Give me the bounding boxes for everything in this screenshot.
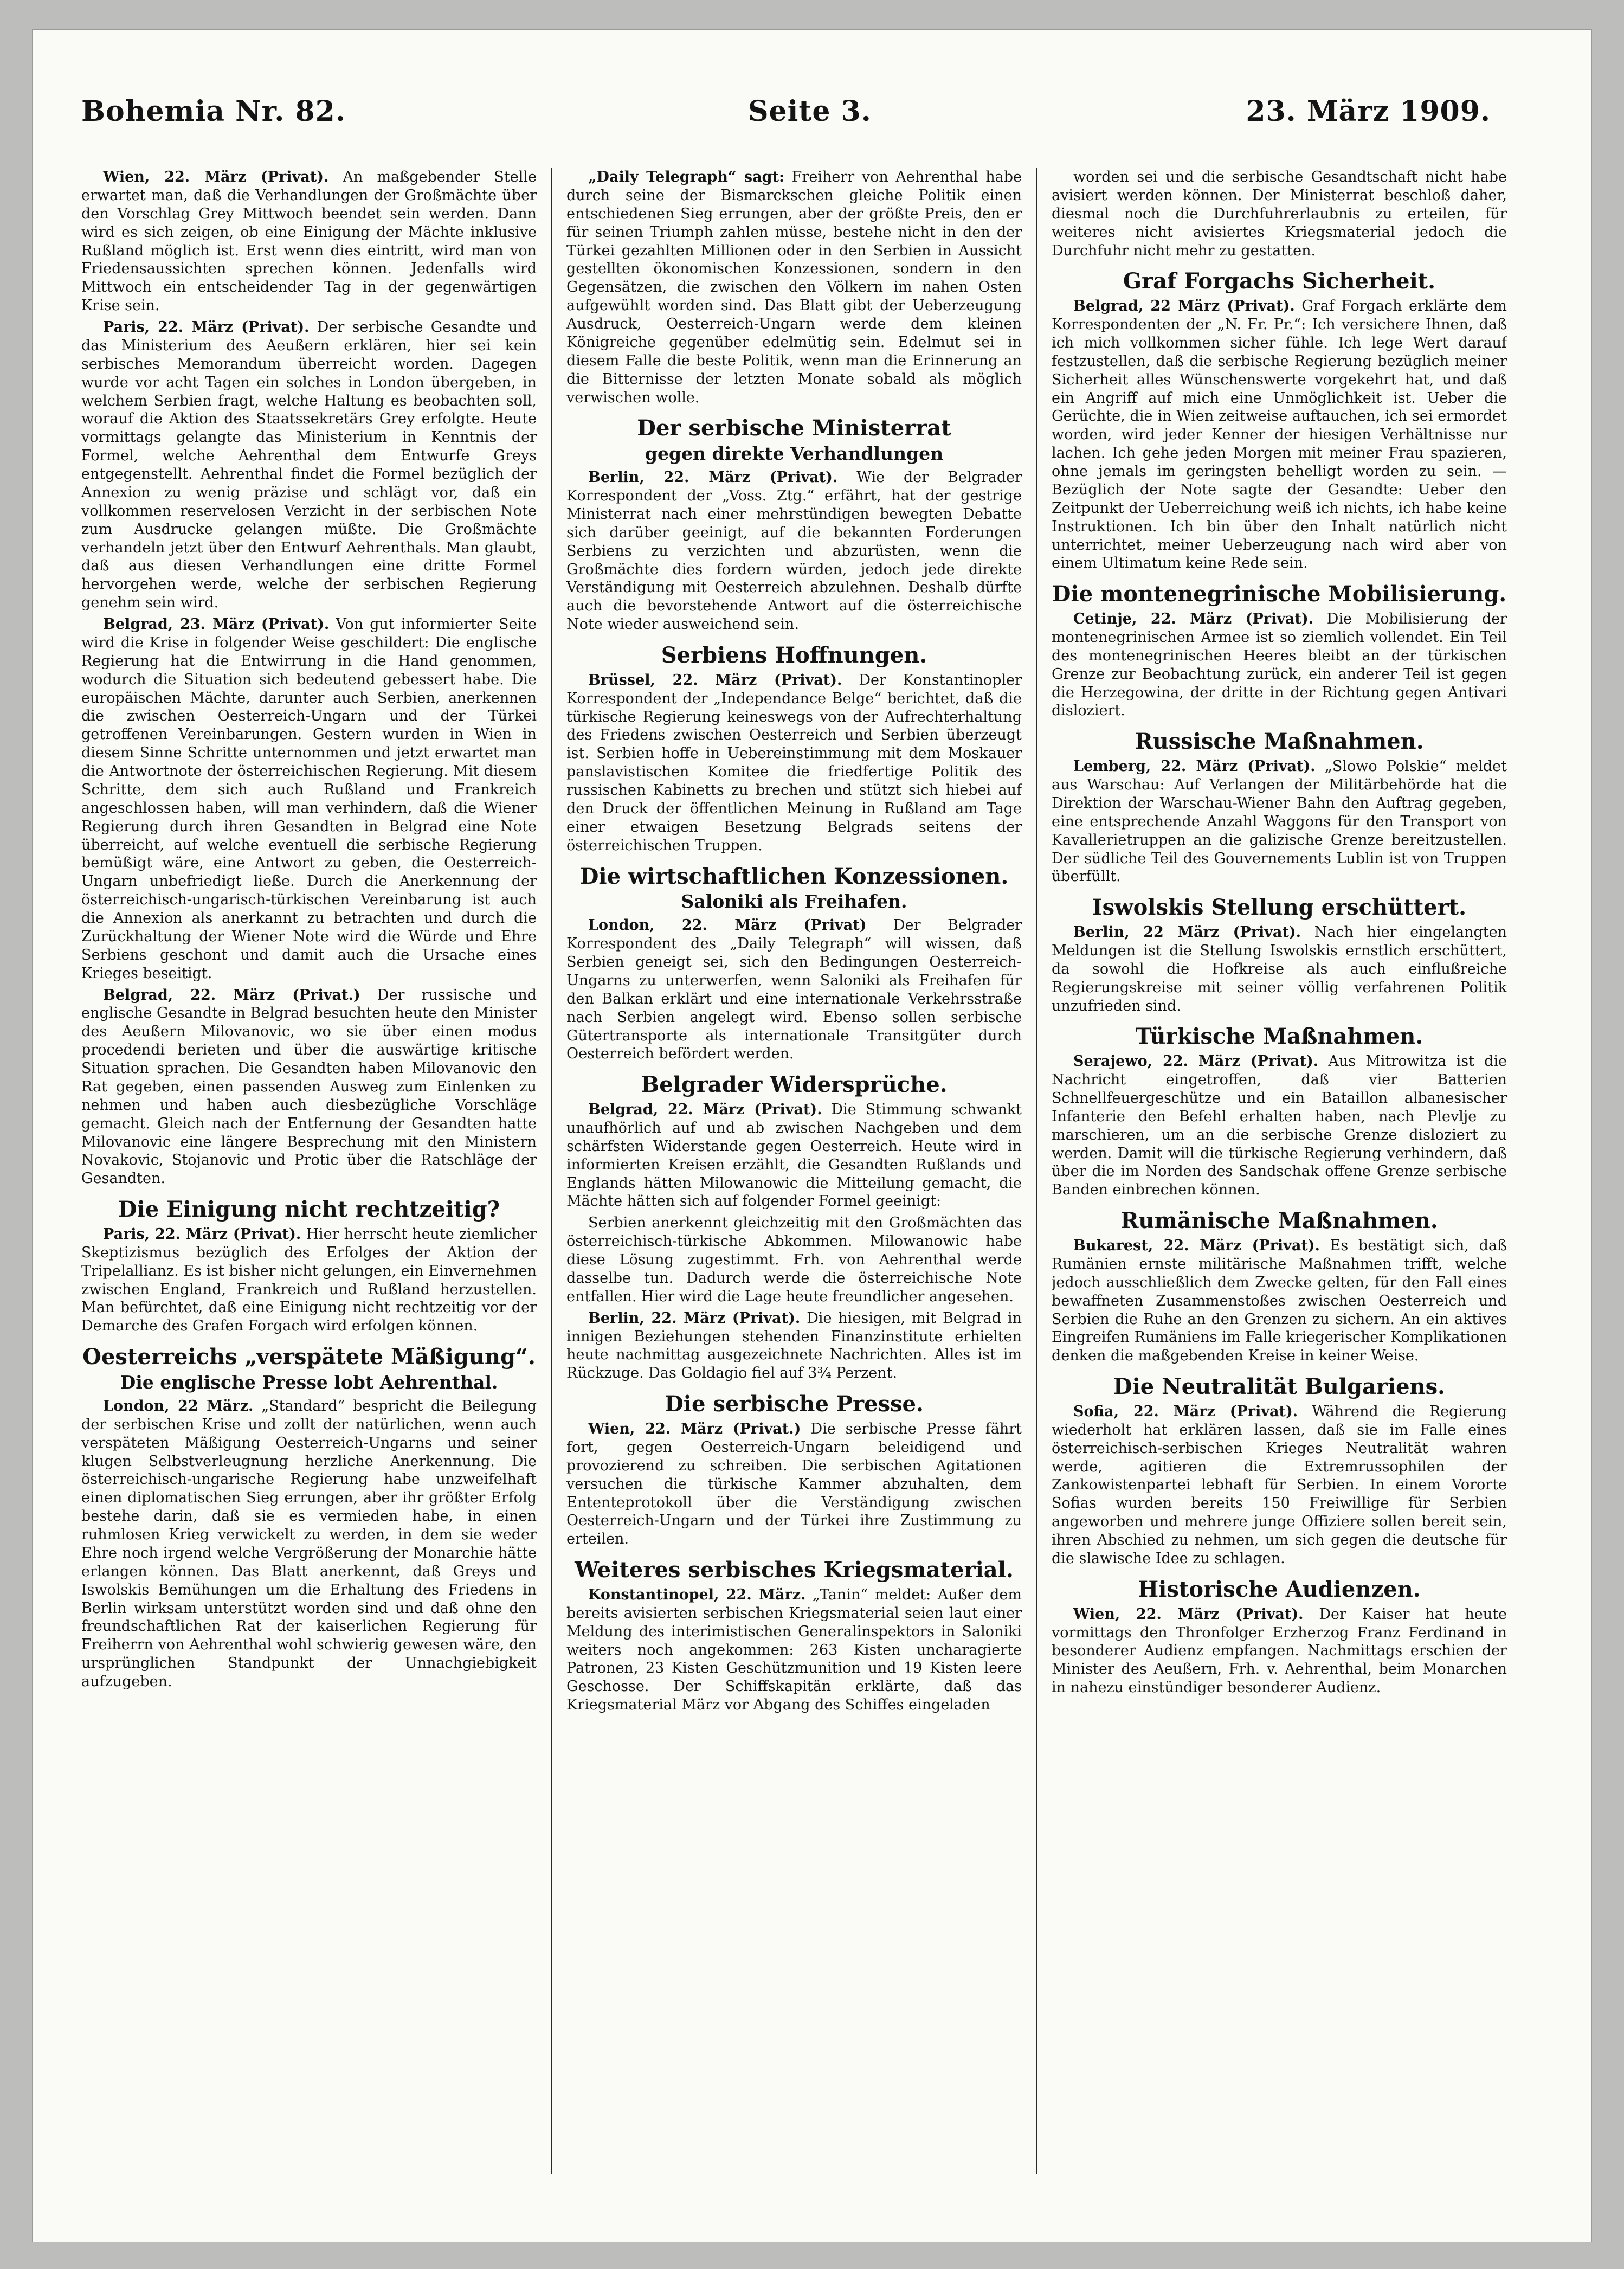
article-paragraph — [1052, 610, 1507, 720]
article — [1052, 1025, 1507, 1199]
article-paragraph — [566, 168, 1022, 407]
dateline: London, 22 März. — [103, 1397, 254, 1415]
article-paragraph — [81, 318, 537, 612]
column-divider — [551, 168, 552, 2174]
article-paragraph — [81, 986, 537, 1188]
masthead — [81, 95, 1491, 144]
article-paragraph — [566, 916, 1022, 1063]
article — [566, 865, 1022, 1064]
paragraph-text: Die Mobilisierung der montenegrinischen Armee ist so ziemlich vollendet. Ein Teil des montenegrinischen Heeres bleibt an der türkischen Grenze zur Beobachtung zurück, ein anderer Teil ist gegen die Herzegowina, der dritte in der Richtung gegen Antivari disloziert. — [1052, 610, 1507, 719]
paragraph-text: Die Stimmung schwankt unaufhörlich auf und ab zwischen Nachgeben und dem schärfsten Widerstande gegen Oesterreich. Heute wird in informierten Kreisen erzählt, die Gesandten Rußlands und Englands hätten Milowanowic die Mitteilung gemacht, die Mächte hätten sich auf folgender Formel geeinigt: — [566, 1101, 1022, 1210]
dateline: Bukarest, 22. März (Privat). — [1073, 1237, 1320, 1255]
paragraph-text: Nach hier eingelangten Meldungen ist die Stellung Iswolskis ernstlich erschüttert, da sowohl die Hofkreise als auch einflußreiche Regierungskreise mit seiner völlig verfahrenen Politik unzufrieden sind. — [1052, 924, 1507, 1014]
article-paragraph — [566, 468, 1022, 634]
article-headline: Die serbische Presse. — [665, 1391, 924, 1417]
paragraph-text: An maßgebender Stelle erwartet man, daß die Verhandlungen der Großmächte über den Vorschlag Grey Mittwoch beendet sein werden. Dann wird es sich zeigen, ob eine Einigung der Mächte inklusive Rußland möglich ist. Erst wenn dies eintritt, wird man von Friedensaussichten sprechen können. Jedenfalls wird Mittwoch ein entscheidender Tag in der gegenwärtigen Krise sein. — [81, 169, 537, 314]
masthead-title: Bohemia Nr. 82. — [81, 95, 346, 128]
paragraph-text: Der Kaiser hat heute vormittags den Thronfolger Erzherzog Franz Ferdinand in besonderer Audienz empfangen. Nachmittags erschien der Minister des Aeußern, Frh. v. Aehrenthal, beim Monarchen in nahezu einstündiger besonderer Audienz. — [1052, 1605, 1507, 1696]
article — [1052, 582, 1507, 720]
page-number: Seite 3. — [748, 95, 872, 128]
article-paragraph — [81, 615, 537, 983]
article-paragraph — [566, 1420, 1022, 1548]
article-headline: Serbiens Hoffnungen. — [661, 642, 927, 668]
article-headline: Historische Audienzen. — [1138, 1576, 1421, 1602]
article — [81, 168, 537, 1188]
dateline: Belgrad, 22. März (Privat.) — [103, 986, 360, 1004]
article-headline: Belgrader Widersprüche. — [641, 1072, 948, 1098]
paragraph-text: Der russische und englische Gesandte in Belgrad besuchten heute den Minister des Aeußern Milovanovic, wo sie über einen modus procedendi berieten und über die auswärtige kritische Situation sprachen. Die Gesandten haben Milovanovic den Rat gegeben, einen passenden Ausweg zum Einlenken zu nehmen und haben auch diesbezügliche Vorschläge gemacht. Gleich nach der Entfernung der Gesandten hatte Milovanovic eine längere Besprechung mit den Ministern Novakovic, Stojanovic und Protic über die Ratschläge der Gesandten. — [81, 986, 537, 1187]
dateline: Belgrad, 23. März (Privat). — [103, 616, 330, 633]
article — [1052, 269, 1507, 573]
paragraph-text: Wie der Belgrader Korrespondent der „Voss. Ztg.“ erfährt, hat der gestrige Ministerrat nach einer mehrstündigen bewegten Debatte sich darüber geeinigt, auf die bekannten Forderungen Serbiens zu verzichten und abzurüsten, wenn die Großmächte dies fordern würden, jedoch jede direkte Verständigung mit Oesterreich abzulehnen. Deshalb dürfte auch die bevorstehende Antwort auf die österreichische Note wieder ausweichend sein. — [566, 469, 1022, 633]
paragraph-text: „Standard“ bespricht die Beilegung der serbischen Krise und zollt der natürlichen, wenn auch verspäteten Mäßigung Oesterreich-Ungarns und seiner klugen Selbstverleugnung herzliche Anerkennung. Die österreichisch-ungarische Regierung habe unzweifelhaft einen diplomatischen Sieg errungen, aber ihr größter Erfolg bestehe darin, daß sie es vermieden habe, in einen ruhmlosen Krieg verwickelt zu werden, in dem sie weder Ehre noch irgend welche Vergrößerung der Monarchie hätte erlangen können. Das Blatt anerkennt, daß Greys und Iswolskis Bemühungen um die Erhaltung des Friedens in Berlin wirksam unterstützt worden sind und daß ohne den freundschaftlichen Rat der kaiserlichen Regierung für Freiherrn von Aehrenthal wohl schwierig gewesen wäre, den ursprünglichen Standpunkt der Unnachgiebigkeit aufzugeben. — [81, 1397, 537, 1690]
article — [1052, 1209, 1507, 1365]
dateline: Wien, 22. März (Privat.) — [588, 1420, 801, 1438]
article-paragraph — [1052, 1052, 1507, 1199]
paragraph-text: Aus Mitrowitza ist die Nachricht eingetroffen, daß vier Batterien Schnellfeuergeschütze und ein Bataillon albanesischer Infanterie den Befehl erhalten haben, nach Plevlje zu marschieren, um an die serbische Grenze disloziert zu werden. Damit will die türkische Regierung verhindern, daß über die im Norden des Sandschak offene Grenze serbische Banden einbrechen können. — [1052, 1053, 1507, 1199]
article-paragraph — [1052, 1605, 1507, 1697]
article-headline: Die wirtschaftlichen Konzessionen. — [579, 863, 1009, 889]
dateline: Berlin, 22 März (Privat). — [1073, 924, 1301, 941]
dateline: Wien, 22. März (Privat). — [1073, 1605, 1304, 1623]
dateline: Cetinje, 22. März (Privat). — [1073, 610, 1314, 628]
article-paragraph — [1052, 757, 1507, 886]
article-paragraph — [566, 1586, 1022, 1714]
paragraph-text: „Tanin“ meldet: Außer dem bereits avisierten serbischen Kriegsmaterial seien laut einer Meldung des interimistischen Generalinspektors in Saloniki weiters noch angekommen: 263 Kisten uncharagierte Patronen, 23 Kisten Geschützmunition und 19 Kisten leere Geschosse. Der Schiffskapitän erklärte, daß das Kriegsmaterial März vor Abgang des Schiffes eingeladen — [566, 1586, 1022, 1714]
paragraph-text: Die serbische Presse fährt fort, gegen Oesterreich-Ungarn beleidigend und provozierend zu schreiben. Die serbischen Agitationen versuchen die türkische Kammer abzuhalten, dem Ententeprotokoll über die Verständigung zwischen Oesterreich-Ungarn und der Türkei ihre Zustimmung zu erteilen. — [566, 1420, 1022, 1548]
dateline: Brüssel, 22. März (Privat). — [588, 671, 842, 689]
article — [81, 1198, 537, 1335]
article-subheadline: Saloniki als Freihafen. — [681, 891, 907, 912]
column-divider — [1036, 168, 1037, 2174]
article-paragraph — [566, 1101, 1022, 1211]
article-headline: Die Neutralität Bulgariens. — [1113, 1374, 1446, 1400]
paragraph-text: Die hiesigen, mit Belgrad in innigen Beziehungen stehenden Finanzinstitute erhielten heute nachmittag ausgezeichnete Nachrichten. Alles ist im Rückzuge. Das Goldagio fiel auf 3¾ Perzent. — [566, 1309, 1022, 1382]
article-paragraph — [566, 671, 1022, 855]
paragraph-text: Graf Forgach erklärte dem Korrespondenten der „N. Fr. Pr.“: Ich versichere Ihnen, daß ich mich vollkommen sicher fühle. Ich lege Wert darauf festzustellen, daß die serbische Regierung bezüglich meiner Sicherheit alles Wünschenswerte vorgekehrt hat, und daß ein Angriff auf mich eine Unmöglichkeit ist. Ueber die Gerüchte, die in Wien zeitweise auftauchen, ich sei ermordet worden, wird jeder Kenner der hiesigen Verhältnisse nur lachen. Ich gehe jeden Morgen mit meiner Frau spazieren, ohne jemals im geringsten behelligt worden zu sein. — Bezüglich der Note sagte der Gesandte: Ueber den Zeitpunkt der Ueberreichung weiß ich nichts, ich habe keine Instruktionen. Ich bin über den Inhalt natürlich nicht unterrichtet, meiner Ueberzeugung nach wird aber von einem Ultimatum keine Rede sein. — [1052, 298, 1507, 572]
article-paragraph — [1052, 923, 1507, 1015]
dateline: Lemberg, 22. März (Privat). — [1073, 758, 1316, 775]
paragraph-text: „Slowo Polskie“ meldet aus Warschau: Auf Verlangen der Militärbehörde hat die Direktion der Warschau-Wiener Bahn den Auftrag gegeben, eine entsprechende Anzahl Waggons für den Transport von Kavallerietruppen an die galizische Grenze bereitzustellen. Der südliche Teil des Gouvernements Lublin ist von Truppen überfüllt. — [1052, 758, 1507, 885]
article — [566, 416, 1022, 634]
article-headline: Türkische Maßnahmen. — [1135, 1024, 1423, 1050]
dateline: Sofia, 22. März (Privat). — [1073, 1403, 1298, 1420]
article — [1052, 1375, 1507, 1568]
article-paragraph — [1052, 1237, 1507, 1365]
article — [1052, 1578, 1507, 1697]
article — [81, 1345, 537, 1691]
article — [1052, 168, 1507, 260]
article-subheadline: gegen direkte Verhandlungen — [645, 443, 944, 465]
dateline: London, 22. März (Privat) — [588, 917, 867, 934]
article-headline: Der serbische Ministerrat — [637, 415, 951, 441]
article-headline: Rumänische Maßnahmen. — [1120, 1208, 1438, 1234]
dateline: Konstantinopel, 22. März. — [588, 1586, 806, 1603]
article-paragraph — [1052, 297, 1507, 573]
dateline: Serajewo, 22. März (Privat). — [1073, 1053, 1319, 1070]
article — [1052, 896, 1507, 1015]
paragraph-text: Es bestätigt sich, daß Rumänien ernste militärische Maßnahmen trifft, welche jedoch ausschließlich dem Zwecke gelten, für den Fall eines bewaffneten Zusammenstoßes zwischen Oesterreich und Serbien die Ruhe an den Grenzen zu sichern. An ein aktives Eingreifen Rumäniens im Falle kriegerischer Komplikationen denken die maßgebenden Kreise in keiner Weise. — [1052, 1237, 1507, 1365]
article — [566, 1073, 1022, 1383]
article-headline: Die montenegrinische Mobilisierung. — [1052, 581, 1507, 607]
article-paragraph — [1052, 1403, 1507, 1568]
dateline: Berlin, 22. März (Privat). — [588, 469, 838, 486]
paragraph-text: Der Konstantinopler Korrespondent der „Independance Belge“ berichtet, daß die türkische Regierung keineswegs von der Aufrechterhaltung des Friedens zwischen Oesterreich und Serbien überzeugt ist. Serbien hoffe in Uebereinstimmung mit dem Moskauer panslavistischen Komitee die friedfertige Politik des russischen Kabinetts zu brechen und stützt sich hiebei auf den Druck der öffentlichen Meinung in Rußland am Tage einer etwaigen Besetzung Belgrads seitens der österreichischen Truppen. — [566, 671, 1022, 854]
article-headline: Russische Maßnahmen. — [1135, 729, 1424, 755]
column-right — [1052, 168, 1507, 2217]
article-paragraph — [81, 1225, 537, 1335]
dateline: Belgrad, 22. März (Privat). — [588, 1101, 822, 1119]
column-middle — [566, 168, 1022, 2217]
paragraph-text: Serbien anerkennt gleichzeitig mit den Großmächten das österreichisch-türkische Abkommen. Milowanowic habe diese Lösung zugestimmt. Frh. von Aehrenthal werde dasselbe tun. Dadurch werde die österreichische Note entfallen. Hier wird die Lage heute freundlicher angesehen. — [566, 1214, 1022, 1305]
article-paragraph — [566, 1309, 1022, 1383]
newspaper-page — [33, 30, 1591, 2242]
article-headline: Oesterreichs „verspätete Mäßigung“. — [82, 1344, 536, 1370]
column-left — [81, 168, 537, 2217]
paragraph-text: Freiherr von Aehrenthal habe durch seine der Bismarckschen gleiche Politik einen entschiedenen Sieg errungen, aber der größte Preis, den er für seinen Triumph zahlen müsse, bestehe nicht in den der Türkei gezahlten Millionen oder in den Serbien in Aussicht gestellten ökonomischen Konzessionen, sondern in den Gegensätzen, die zwischen den Völkern im nahen Osten aufgewühlt worden sind. Das Blatt gibt der Ueberzeugung Ausdruck, Oesterreich-Ungarn werde dem kleinen Königreiche gegenüber edelmütig sein. Edelmut sei in diesem Falle die beste Politik, wenn man die Erinnerung an die Bitternisse der letzten Monate sobald als möglich verwischen wolle. — [566, 169, 1022, 406]
article — [566, 1558, 1022, 1714]
article-headline: Weiteres serbisches Kriegsmaterial. — [575, 1557, 1014, 1583]
paragraph-text: Der Belgrader Korrespondent des „Daily Telegraph“ will wissen, daß Serbien geneigt sei, sich den Bedingungen Oesterreich-Ungarns zu unterwerfen, wenn Saloniki als Freihafen für den Balkan erklärt und eine internationale Verkehrsstraße nach Serbien angelegt wird. Ebenso sollen serbische Gütertransporte als internationale Transitgüter durch Oesterreich befördert werden. — [566, 917, 1022, 1063]
article-paragraph — [566, 1214, 1022, 1306]
dateline: Belgrad, 22 März (Privat). — [1073, 298, 1295, 315]
issue-date: 23. März 1909. — [1246, 95, 1491, 128]
article — [566, 168, 1022, 407]
dateline: Berlin, 22. März (Privat). — [588, 1309, 801, 1327]
article-headline: Graf Forgachs Sicherheit. — [1123, 268, 1436, 294]
article-subheadline: Die englische Presse lobt Aehrenthal. — [120, 1371, 498, 1393]
article-paragraph — [81, 1397, 537, 1691]
article-headline: Die Einigung nicht rechtzeitig? — [118, 1197, 500, 1223]
article — [566, 1392, 1022, 1548]
dateline: Paris, 22. März (Privat). — [103, 1225, 301, 1243]
paragraph-text: Hier herrscht heute ziemlicher Skeptizismus bezüglich des Erfolges der Aktion der Tripelallianz. Es ist bisher nicht gelungen, ein Einvernehmen zwischen England, Frankreich und Rußland herzustellen. Man befürchtet, daß eine Einigung nicht rechtzeitig vor der Demarche des Grafen Forgach wird erfolgen können. — [81, 1225, 537, 1335]
article — [1052, 730, 1507, 886]
article — [566, 644, 1022, 855]
article-paragraph — [81, 168, 537, 315]
dateline: Paris, 22. März (Privat). — [103, 319, 310, 336]
dateline: Wien, 22. März (Privat). — [103, 169, 329, 185]
paragraph-text: Der serbische Gesandte und das Ministerium des Aeußern erklären, hier sei kein serbisches Memorandum überreicht worden. Dagegen wurde vor acht Tagen ein solches in London übergeben, in welchem Serbien fragt, welche Haltung es beobachten soll, worauf die Aktion des Staatssekretärs Grey erfolgte. Heute vormittags gelangte das Ministerium in Kenntnis der Formel, welche Aehrenthal dem Entwurfe Greys entgegenstellt. Aehrenthal findet die Formel bezüglich der Annexion zu wenig präzise und schlägt vor, daß ein vollkommen reservelosen Verzicht in der serbischen Note zum Ausdrucke gelangen müßte. Die Großmächte verhandeln jetzt über den Entwurf Aehrenthals. Man glaubt, daß aus diesen Verhandlungen eine dritte Formel hervorgehen werde, welche der serbischen Regierung genehm sein wird. — [81, 319, 537, 612]
paragraph-text: Von gut informierter Seite wird die Krise in folgender Weise geschildert: Die englische Regierung hat die Entwirrung in die Hand genommen, wodurch die Situation sich bedeutend gebessert habe. Die europäischen Mächte, darunter auch Serbien, anerkennen die zwischen Oesterreich-Ungarn und der Türkei getroffenen Vereinbarungen. Gestern wurden in Wien in diesem Sinne Schritte unternommen und jetzt erwartet man die Antwortnote der österreichischen Regierung. Mit diesem Schritte, dem sich auch Rußland und Frankreich angeschlossen haben, will man verhindern, daß die Wiener Regierung durch ihren Gesandten in Belgrad eine Note überreicht, auf welche eventuell die serbische Regierung bemüßigt wäre, eine Antwort zu geben, die Oesterreich-Ungarn unbefriedigt ließe. Durch die Anerkennung der österreichisch-ungarisch-türkischen Vereinbarung ist auch die Annexion als anerkannt zu betrachten und durch die Zurückhaltung der Wiener Note wird die Würde und Ehre Serbiens geschont und damit auch die Ursache eines Krieges beseitigt. — [81, 616, 537, 982]
dateline: „Daily Telegraph“ sagt: — [588, 169, 784, 185]
paragraph-text: worden sei und die serbische Gesandtschaft nicht habe avisiert werden können. Der Ministerrat beschloß daher, diesmal noch die Durchfuhrerlaubnis zu erteilen, für weiteres nicht avisiertes Kriegsmaterial jedoch die Durchfuhr nicht mehr zu gestatten. — [1052, 169, 1507, 259]
paragraph-text: Während die Regierung wiederholt hat erklären lassen, daß sie im Falle eines österreichisch-serbischen Krieges Neutralität wahren werde, agitieren die Extremrussophilen der Zankowistenpartei lebhaft für Serbien. In einem Vororte Sofias wurden bereits 150 Freiwillige für Serbien angeworben und mehrere junge Offiziere sollen bereit sein, ihren Abschied zu nehmen, um sich gegen die deutsche für die slawische Idee zu schlagen. — [1052, 1403, 1507, 1567]
article-headline: Iswolskis Stellung erschüttert. — [1092, 895, 1467, 921]
article-paragraph — [1052, 168, 1507, 260]
